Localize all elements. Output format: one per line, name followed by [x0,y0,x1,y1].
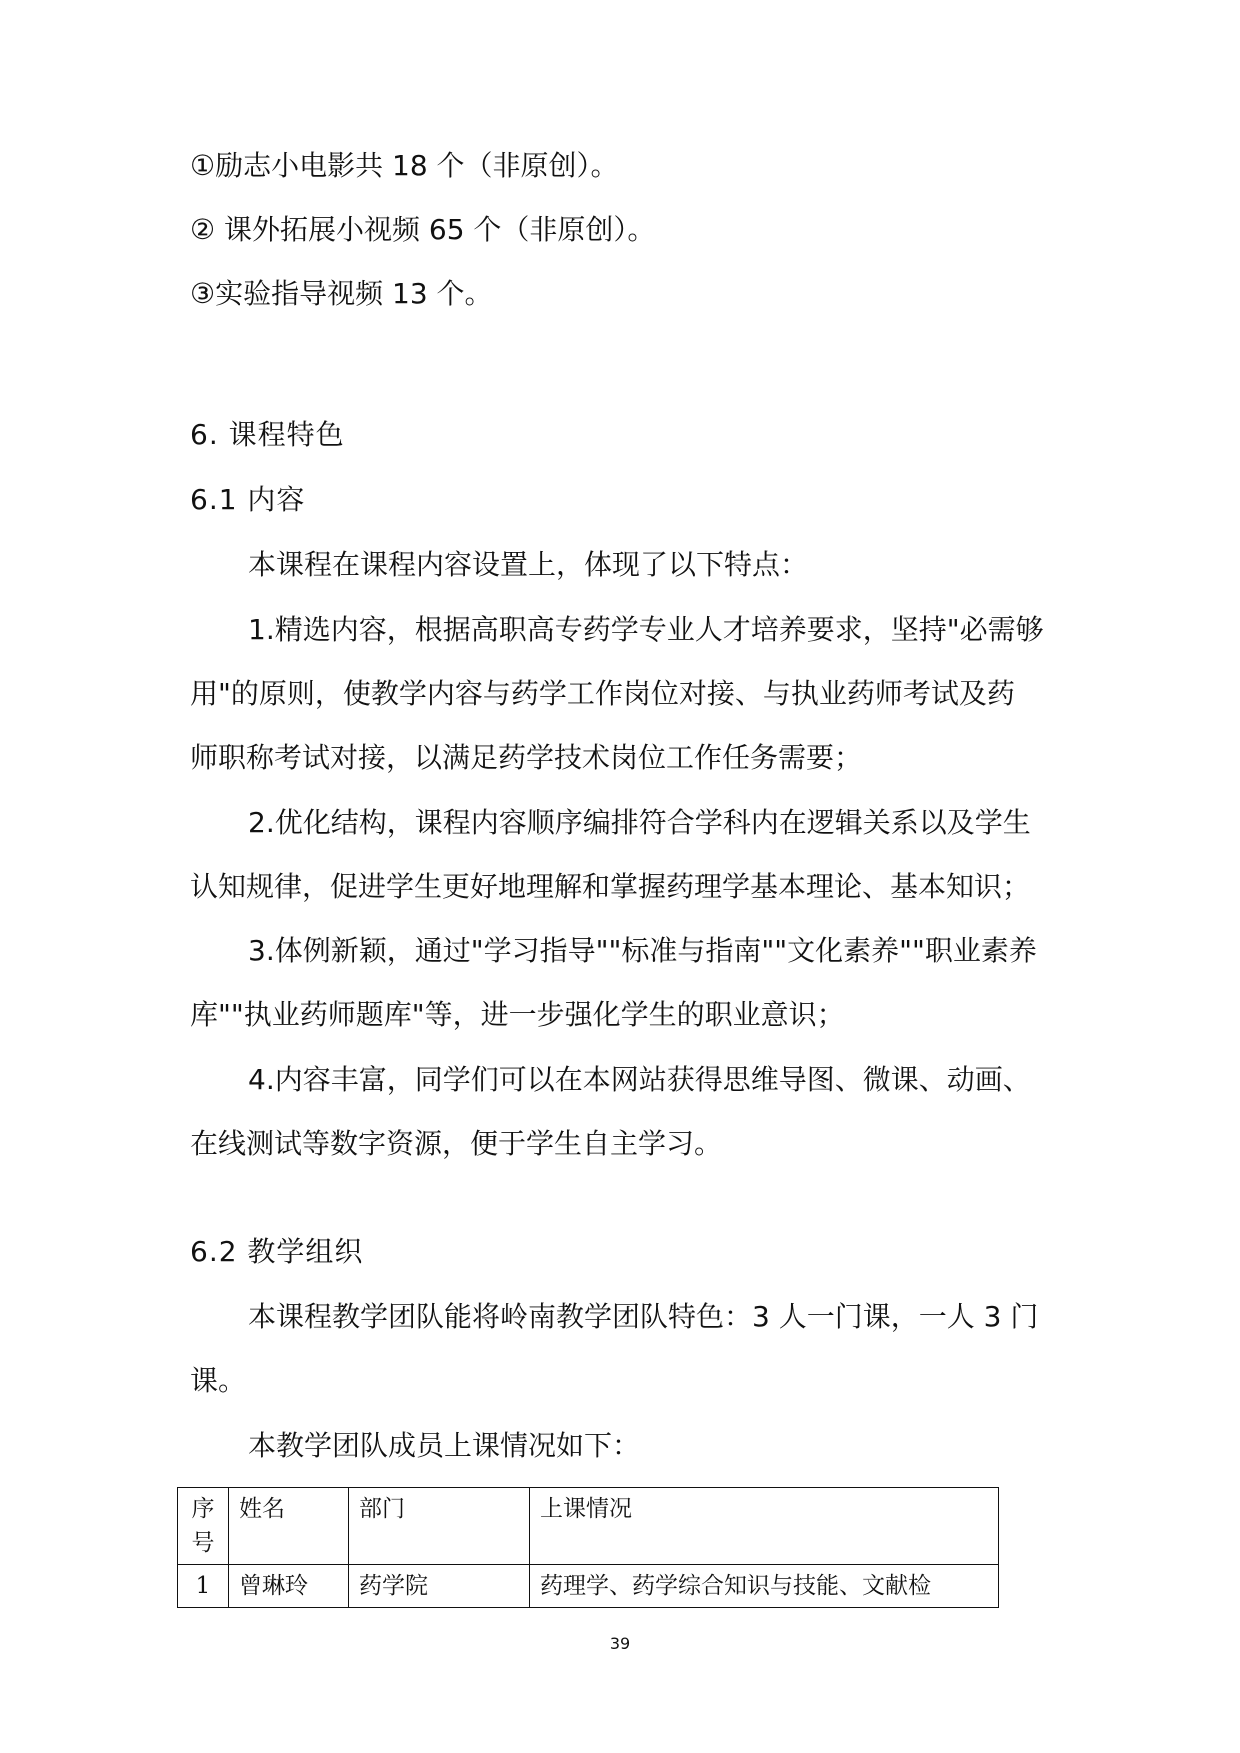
resource-item-1: ①励志小电影共 18 个（非原创）。 [190,149,619,182]
resource-item-2: ② 课外拓展小视频 65 个（非原创）。 [190,213,656,246]
team-course-table [177,1487,999,1608]
content-line-7: 库""执业药师题库"等，进一步强化学生的职业意识； [190,998,845,1031]
organization-line-2: 课。 [190,1364,247,1397]
content-line-6: 3.体例新颖，通过"学习指导""标准与指南""文化素养""职业素养 [248,934,1037,967]
table-row [178,1565,999,1608]
page-number: 39 [609,1634,631,1653]
cell-name: 曾琳玲 [229,1565,349,1608]
content-line-9: 在线测试等数字资源，便于学生自主学习。 [190,1127,723,1160]
header-department: 部门 [349,1488,530,1565]
header-index: 序号 [178,1488,229,1565]
header-courses: 上课情况 [530,1488,999,1565]
content-line-3: 师职称考试对接，以满足药学技术岗位工作任务需要； [190,741,863,774]
section-6-2-heading: 6.2 教学组织 [190,1235,364,1268]
cell-index: 1 [178,1565,229,1608]
content-line-8: 4.内容丰富，同学们可以在本网站获得思维导图、微课、动画、 [248,1063,1031,1096]
content-line-5: 认知规律，促进学生更好地理解和掌握药理学基本理论、基本知识； [190,870,1031,903]
section-6-heading: 6. 课程特色 [190,418,345,451]
header-name: 姓名 [229,1488,349,1565]
content-intro: 本课程在课程内容设置上，体现了以下特点： [248,548,809,581]
cell-department: 药学院 [349,1565,530,1608]
table-header-row [178,1488,999,1565]
content-line-1: 1.精选内容，根据高职高专药学专业人才培养要求，坚持"必需够 [248,613,1044,646]
organization-line-1: 本课程教学团队能将岭南教学团队特色：3 人一门课，一人 3 门 [248,1300,1039,1333]
content-line-4: 2.优化结构，课程内容顺序编排符合学科内在逻辑关系以及学生 [248,806,1031,839]
content-line-2: 用"的原则，使教学内容与药学工作岗位对接、与执业药师考试及药 [190,677,1015,710]
table-intro: 本教学团队成员上课情况如下： [248,1429,641,1462]
section-6-1-heading: 6.1 内容 [190,483,306,516]
resource-item-3: ③实验指导视频 13 个。 [190,277,493,310]
cell-courses: 药理学、药学综合知识与技能、文献检 [530,1565,999,1608]
